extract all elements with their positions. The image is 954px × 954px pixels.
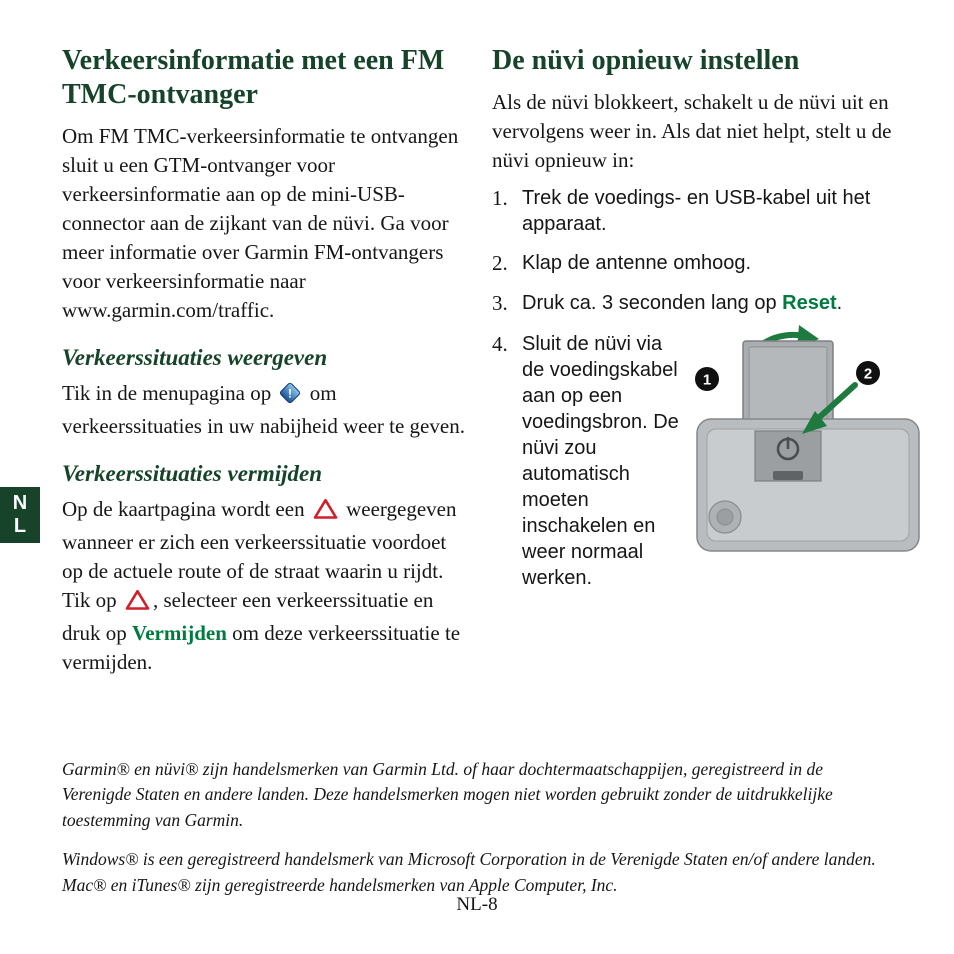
step4-text: Sluit de nüvi via de voedingskabel aan op een voedingsbron. De nüvi zou automatisch moeten inschakelen en weer normaal werken.	[522, 332, 679, 589]
step3-text-pre: Druk ca. 3 seconden lang op	[522, 292, 783, 315]
language-tab-nl	[0, 487, 40, 543]
step-number: 1.	[492, 186, 508, 211]
step-text	[522, 290, 924, 317]
list-item-step-4	[492, 331, 924, 591]
nuvi-device-figure	[687, 323, 924, 568]
section-title-reset: De nüvi opnieuw instellen	[492, 45, 800, 76]
step-number: 3.	[492, 291, 508, 316]
trademark-notices	[62, 757, 896, 912]
step-text: Klap de antenne omhoog.	[522, 252, 752, 275]
callout-2-badge	[856, 361, 880, 385]
vermijden-button-label: Vermijden	[132, 620, 227, 645]
list-item-step-3	[492, 290, 924, 317]
subsection-title-view-traffic: Verkeerssituaties weergeven	[62, 345, 328, 371]
callout-1-number: 1	[702, 371, 712, 389]
right-column	[492, 44, 924, 683]
callout-2-number: 2	[863, 365, 873, 383]
svg-text:!: !	[288, 386, 293, 401]
reset-button-label: Reset	[782, 292, 837, 315]
subsection-title-avoid-traffic: Verkeerssituaties vermijden	[62, 461, 323, 487]
warning-triangle-icon	[313, 498, 338, 528]
section-title-traffic: Verkeersinformatie met een FM TMC-ontvanger	[62, 45, 445, 111]
traffic-status-icon	[279, 382, 301, 412]
list-item-step-2	[492, 250, 924, 277]
language-tab-letter-n: N	[12, 492, 28, 514]
avoid-traffic-paragraph	[62, 495, 467, 677]
list-item-step-1	[492, 185, 924, 237]
warning-triangle-icon	[125, 589, 150, 619]
page-number: NL-8	[456, 894, 498, 915]
step-number: 4.	[492, 331, 508, 356]
step3-text-post: .	[836, 292, 843, 315]
left-column	[62, 44, 467, 683]
language-tab-letter-l: L	[13, 515, 27, 537]
step-text	[522, 331, 924, 591]
step-number: 2.	[492, 251, 508, 276]
view-traffic-text-post: om verkeerssituaties in uw nabijheid weer te geven.	[62, 381, 465, 439]
trademark-paragraph-garmin: Garmin® en nüvi® zijn handelsmerken van Garmin Ltd. of haar dochtermaatschappijen, geregistreerd in de Verenigde Staten en andere landen. Deze handelsmerken mogen niet worden gebruikt zonder de uitdrukkelijke toestemming van Garmin.	[62, 759, 833, 830]
avoid-traffic-text-3: , selecteer een verkeerssituatie en druk op	[62, 587, 434, 645]
avoid-traffic-text-1: Op de kaartpagina wordt een	[62, 497, 310, 522]
avoid-traffic-text-4: om deze verkeerssituatie te vermijden.	[62, 620, 461, 674]
view-traffic-text-pre: Tik in de menupagina op	[62, 381, 277, 406]
trademark-paragraph-microsoft-apple: Windows® is een geregistreerd handelsmerk van Microsoft Corporation in de Verenigde Staten en/of andere landen. Mac® en iTunes® zijn geregistreerde handelsmerken van Apple Computer, Inc.	[62, 849, 876, 895]
reset-steps-list	[492, 185, 924, 591]
callout-1-badge	[695, 367, 719, 391]
avoid-traffic-text-2: weergegeven wanneer er zich een verkeerssituatie voordoet op de actuele route of de straat waarin u rijdt. Tik op	[62, 497, 457, 612]
step-text: Trek de voedings- en USB-kabel uit het apparaat.	[522, 187, 871, 236]
reset-intro-paragraph: Als de nüvi blokkeert, schakelt u de nüvi uit en vervolgens weer in. Als dat niet helpt, stelt u de nüvi opnieuw in:	[492, 90, 892, 173]
two-column-layout	[62, 44, 924, 683]
traffic-intro-paragraph: Om FM TMC-verkeersinformatie te ontvangen sluit u een GTM-ontvanger voor verkeersinformatie aan op de mini-USB-connector aan de zijkant van de nüvi. Ga voor meer informatie over Garmin FM-ontvangers voor verkeersinformatie naar www.garmin.com/traffic.	[62, 124, 459, 323]
view-traffic-paragraph	[62, 379, 467, 441]
